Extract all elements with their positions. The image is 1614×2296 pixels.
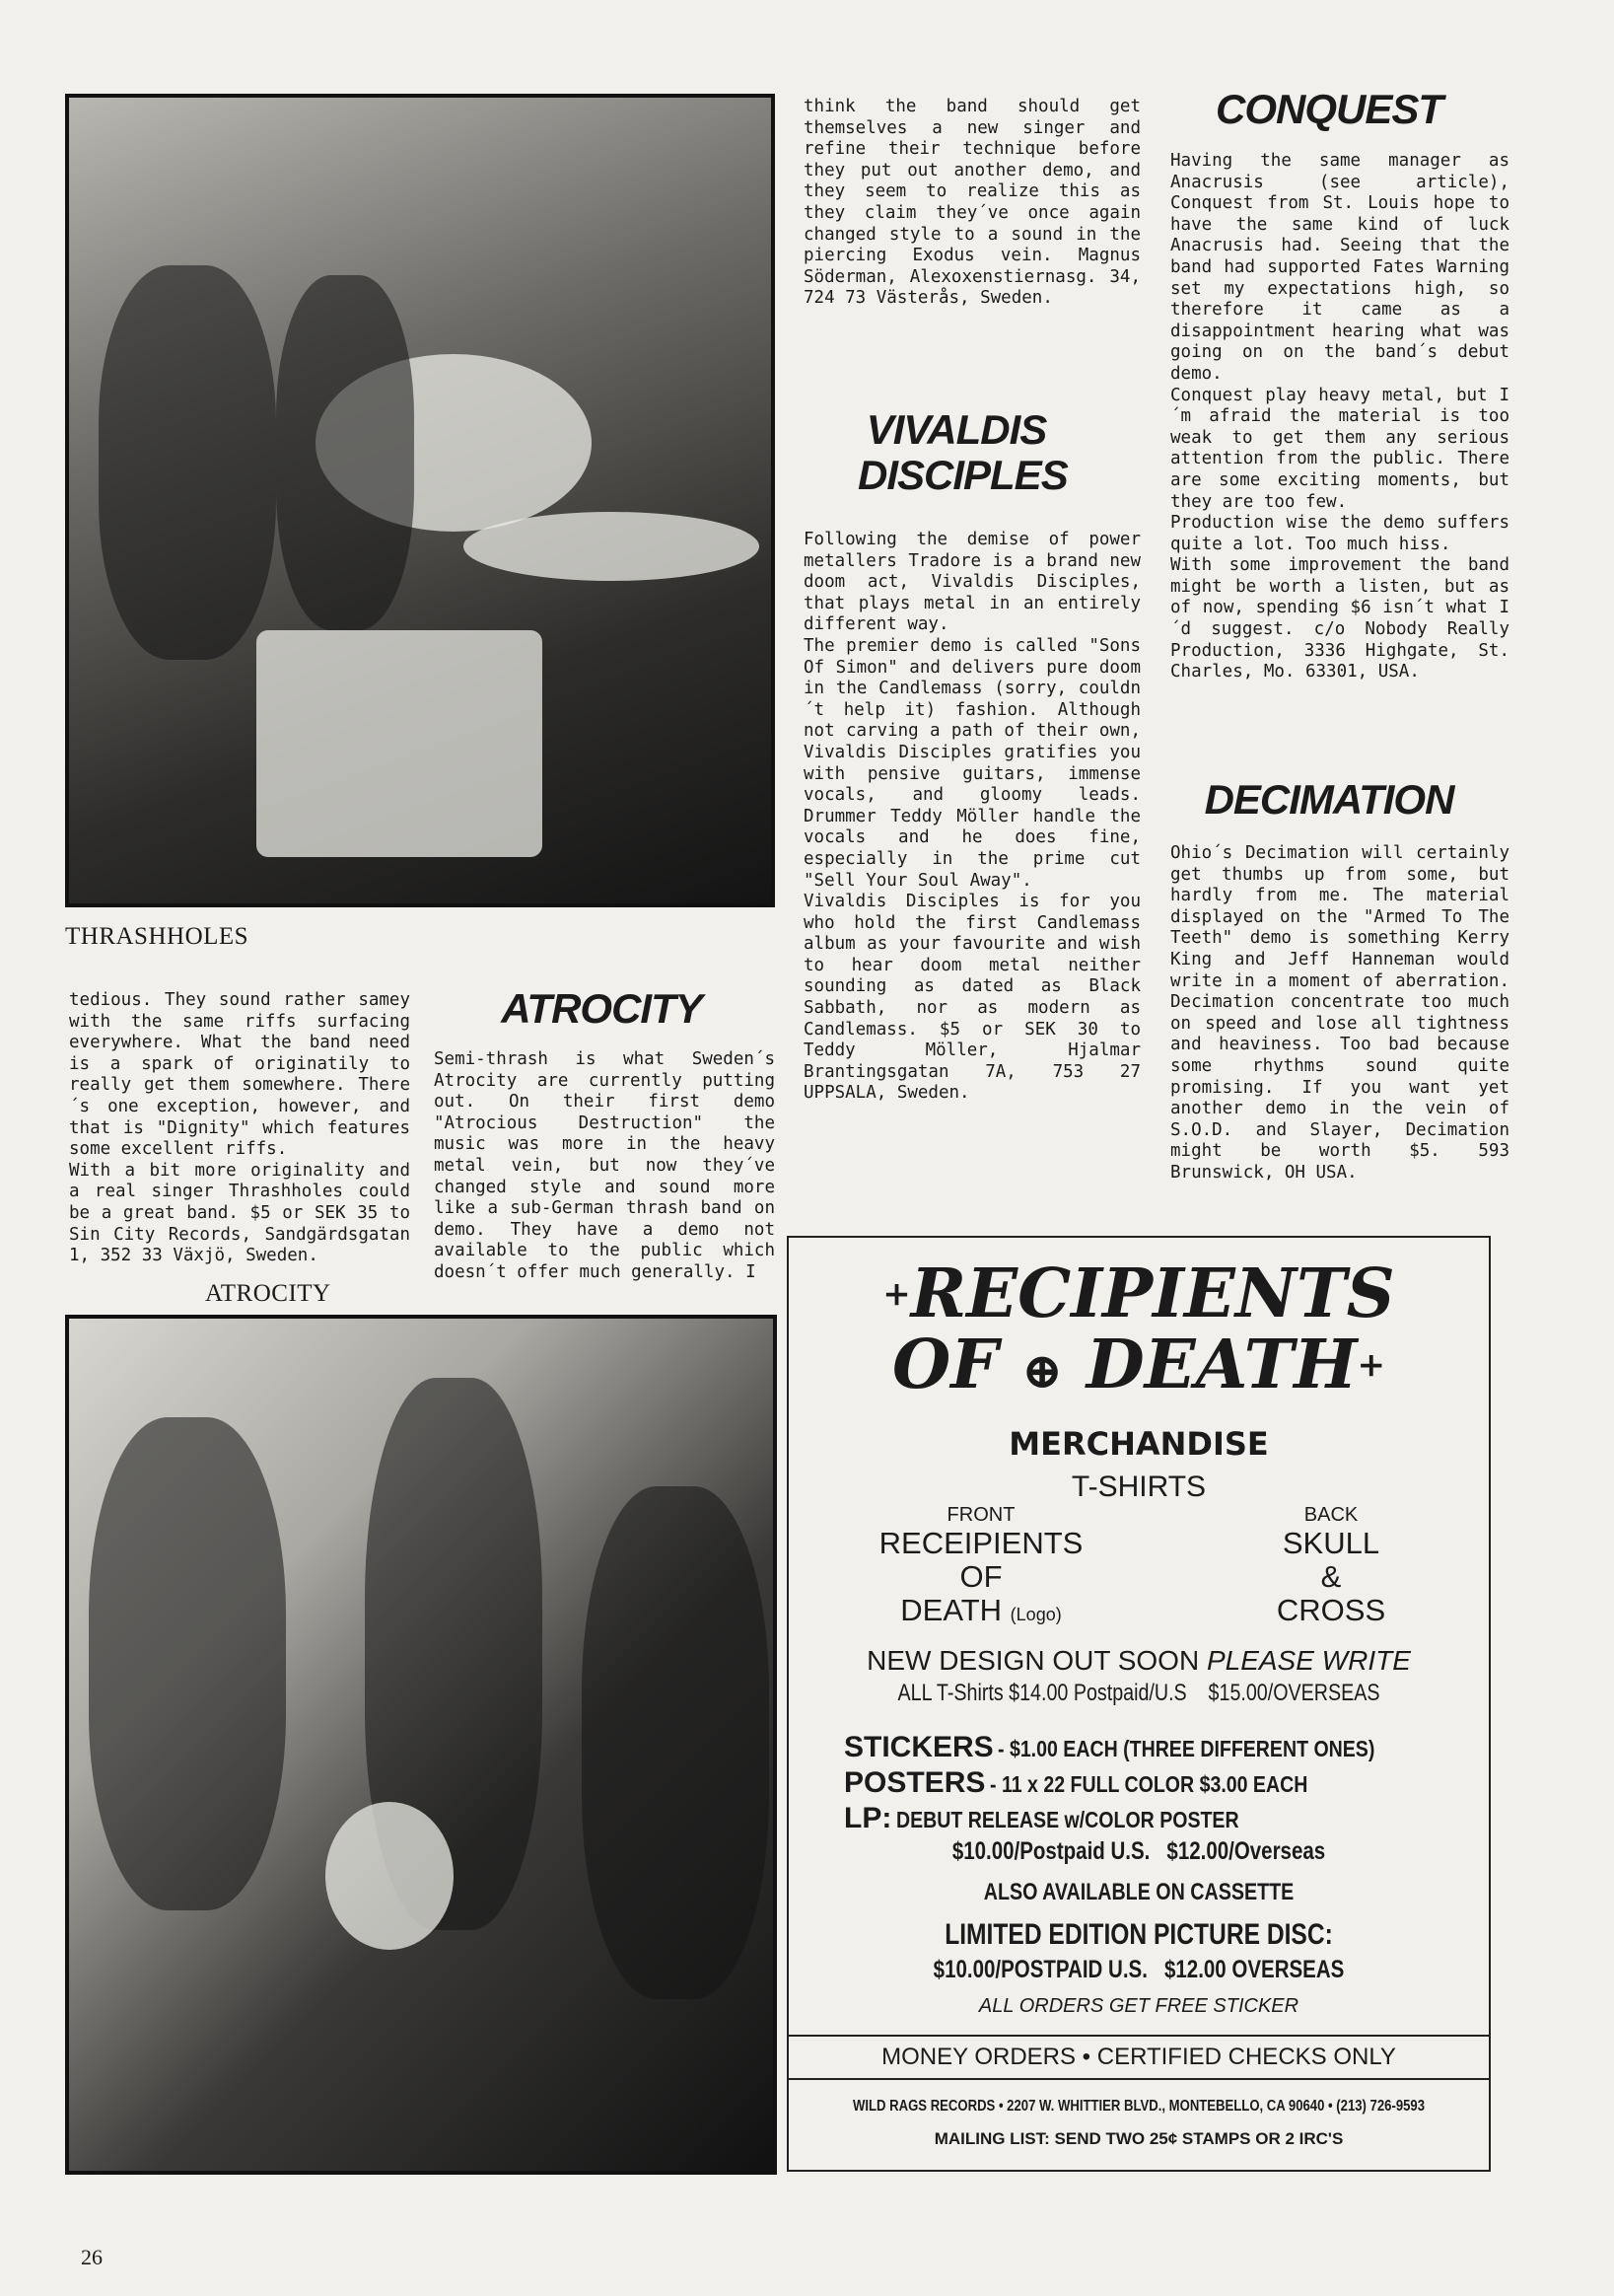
picture-disc-line: LIMITED EDITION PICTURE DISC: xyxy=(945,1918,1333,1951)
lp-label: LP: xyxy=(844,1802,892,1834)
front-line-2: OF xyxy=(959,1559,1003,1594)
face-highlight xyxy=(325,1802,454,1950)
ad-divider-top xyxy=(789,2035,1489,2037)
thrashholes-caption: THRASHHOLES xyxy=(65,923,249,950)
new-design-line xyxy=(789,1645,1489,1677)
free-sticker-line: ALL ORDERS GET FREE STICKER xyxy=(978,1995,1299,2017)
lp-text: DEBUT RELEASE w/COLOR POSTER xyxy=(895,1807,1239,1832)
figure-shade-3 xyxy=(89,1417,286,1910)
figure-shade-5 xyxy=(582,1486,769,1999)
back-line-1: SKULL xyxy=(1282,1526,1380,1560)
front-death: DEATH xyxy=(900,1593,1003,1627)
drum-kit-highlight xyxy=(256,630,542,857)
decimation-text: Ohio´s Decimation will certainly get thumbs up from some, but hardly from me. The material displayed on the "Armed To The Teeth" demo is something Kerry King and Jeff Hanneman would write in a moment of aberration. Decimation concentrate too much on speed and lose all tightness and heaviness. Too bad because some rhythms sound quite promising. If you want yet another demo in the vein of S.O.D. and Slayer, Decimation might be worth $5. 593 Brunswick, OH USA. xyxy=(1170,843,1509,1183)
front-logo-note: (Logo) xyxy=(1010,1605,1062,1624)
vivaldis-text: Following the demise of power metallers Tradore is a brand new doom act, Vivaldis Disciples, that plays metal in an entirely different way. The premier demo is called "Sons Of Simon" and delivers pure doom in the Candlemass (sorry, couldn´t help it) fashion. Although not carving a path of their own, Vivaldis Disciples gratifies you with pensive guitars, immense vocals, and gloomy leads. Drummer Teddy Möller handle the vocals and he does fine, especially in the prime cut "Sell Your Soul Away". Vivaldis Disciples is for you who hold the first Candlemass album as your favourite and wish to hear doom metal neither sounding as dated as Black Sabbath, nor as modern as Candlemass. $5 or SEK 30 to Teddy Möller, Hjalmar Brantingsgatan 7A, 753 27 UPPSALA, Sweden. xyxy=(804,530,1141,1104)
back-line-2: & xyxy=(1320,1559,1342,1594)
posters-label: POSTERS xyxy=(844,1766,986,1799)
lp-line xyxy=(844,1802,1299,1835)
address-line: WILD RAGS RECORDS • 2207 W. WHITTIER BLVD., MONTEBELLO, CA 90640 • (213) 726-9593 xyxy=(852,2098,1426,2115)
please-write-text: PLEASE WRITE xyxy=(1206,1645,1411,1676)
atrocity-text: Semi-thrash is what Sweden´s Atrocity are currently putting out. On their first demo "Atrocious Destruction" the music was more in the heavy metal vein, but now they´ve changed style and sound more like a sub-German thrash band on demo. They have a demo not available to the public which doesn´t offer much generally. I xyxy=(434,1049,775,1282)
cassette-line: ALSO AVAILABLE ON CASSETTE xyxy=(983,1879,1295,1905)
logo-star-left: + xyxy=(882,1274,911,1314)
back-column xyxy=(1213,1504,1449,1627)
figure-shade xyxy=(99,265,276,660)
lp-price: $10.00/Postpaid U.S. $12.00/Overseas xyxy=(951,1837,1326,1865)
conquest-heading: CONQUEST xyxy=(1215,86,1442,132)
logo-star-right: + xyxy=(1357,1345,1385,1385)
cymbal-highlight xyxy=(463,512,759,581)
disc-price: $10.00/POSTPAID U.S. $12.00 OVERSEAS xyxy=(933,1956,1345,1983)
logo-of: OF xyxy=(892,1326,999,1404)
page-number: 26 xyxy=(81,2245,103,2269)
decimation-heading: DECIMATION xyxy=(1204,776,1454,823)
stickers-line xyxy=(844,1731,1441,1764)
logo-death: DEATH xyxy=(1086,1326,1358,1404)
new-design-text: NEW DESIGN OUT SOON xyxy=(867,1645,1200,1676)
posters-text: - 11 x 22 FULL COLOR $3.00 EACH xyxy=(989,1771,1308,1797)
conquest-text: Having the same manager as Anacrusis (see article), Conquest from St. Louis hope to have the same kind of luck Anacrusis had. Seeing that the band had supported Fates Warning set my expectations high, so therefore it came as a disappointment hearing what was going on on the band´s debut demo. Conquest play heavy metal, but I´m afraid the material is too weak to get them any serious attention from the public. There are some exciting moments, but they are too few. Production wise the demo suffers quite a lot. Too much hiss. With some improvement the band might be worth a listen, but as of now, spending $6 isn´t what I´d suggest. c/o Nobody Really Production, 3336 Highgate, St. Charles, Mo. 63301, USA. xyxy=(1170,151,1509,682)
posters-line xyxy=(844,1766,1364,1800)
atrocity-photo xyxy=(65,1315,777,2175)
vivaldis-heading: VIVALDIS DISCIPLES xyxy=(858,406,1068,498)
front-label: FRONT xyxy=(947,1504,1016,1526)
thrashholes-photo xyxy=(65,94,775,907)
tshirts-heading: T-SHIRTS xyxy=(1071,1471,1207,1503)
front-line-1: RECEIPIENTS xyxy=(878,1526,1084,1560)
mailing-line: MAILING LIST: SEND TWO 25¢ STAMPS OR 2 IRC'S xyxy=(934,2129,1344,2148)
logo-cross-icon: ⊕ xyxy=(1021,1341,1064,1399)
thrashholes-text: tedious. They sound rather samey with the same riffs surfacing everywhere. What the band need is a spark of originatily to really get them somewhere. There´s one exception, however, and that is "Dignity" which features some excellent riffs. With a bit more originality and a real singer Thrashholes could be a great band. $5 or SEK 35 to Sin City Records, Sandgärdsgatan 1, 352 33 Växjö, Sweden. xyxy=(69,990,410,1266)
back-label: BACK xyxy=(1303,1504,1359,1526)
ad-logo xyxy=(789,1255,1489,1333)
figure-shade-2 xyxy=(276,275,414,630)
shirt-price: ALL T-Shirts $14.00 Postpaid/U.S $15.00/OVERSEAS xyxy=(897,1680,1380,1706)
money-orders-line: MONEY ORDERS • CERTIFIED CHECKS ONLY xyxy=(881,2044,1396,2070)
atrocity-heading: ATROCITY xyxy=(501,985,702,1032)
front-column xyxy=(828,1504,1134,1631)
logo-recipients: RECIPIENTS xyxy=(910,1255,1395,1333)
stickers-text: - $1.00 EACH (THREE DIFFERENT ONES) xyxy=(998,1736,1375,1761)
ad-divider-bottom xyxy=(789,2078,1489,2080)
front-line-3 xyxy=(828,1594,1134,1631)
stickers-label: STICKERS xyxy=(844,1731,994,1763)
ad-logo-line2 xyxy=(789,1328,1489,1407)
atrocity-caption: ATROCITY xyxy=(205,1280,331,1307)
col2-top-text: think the band should get themselves a new singer and refine their technique before they put out another demo, and they seem to realize this as they claim they´ve once again changed style to a sound in the piercing Exodus vein. Magnus Söderman, Alexoxenstiernasg. 34, 724 73 Västerås, Sweden. xyxy=(804,97,1141,309)
merch-heading: MERCHANDISE xyxy=(1009,1425,1269,1463)
back-line-3: CROSS xyxy=(1276,1593,1386,1627)
recipients-of-death-ad xyxy=(787,1236,1491,2172)
